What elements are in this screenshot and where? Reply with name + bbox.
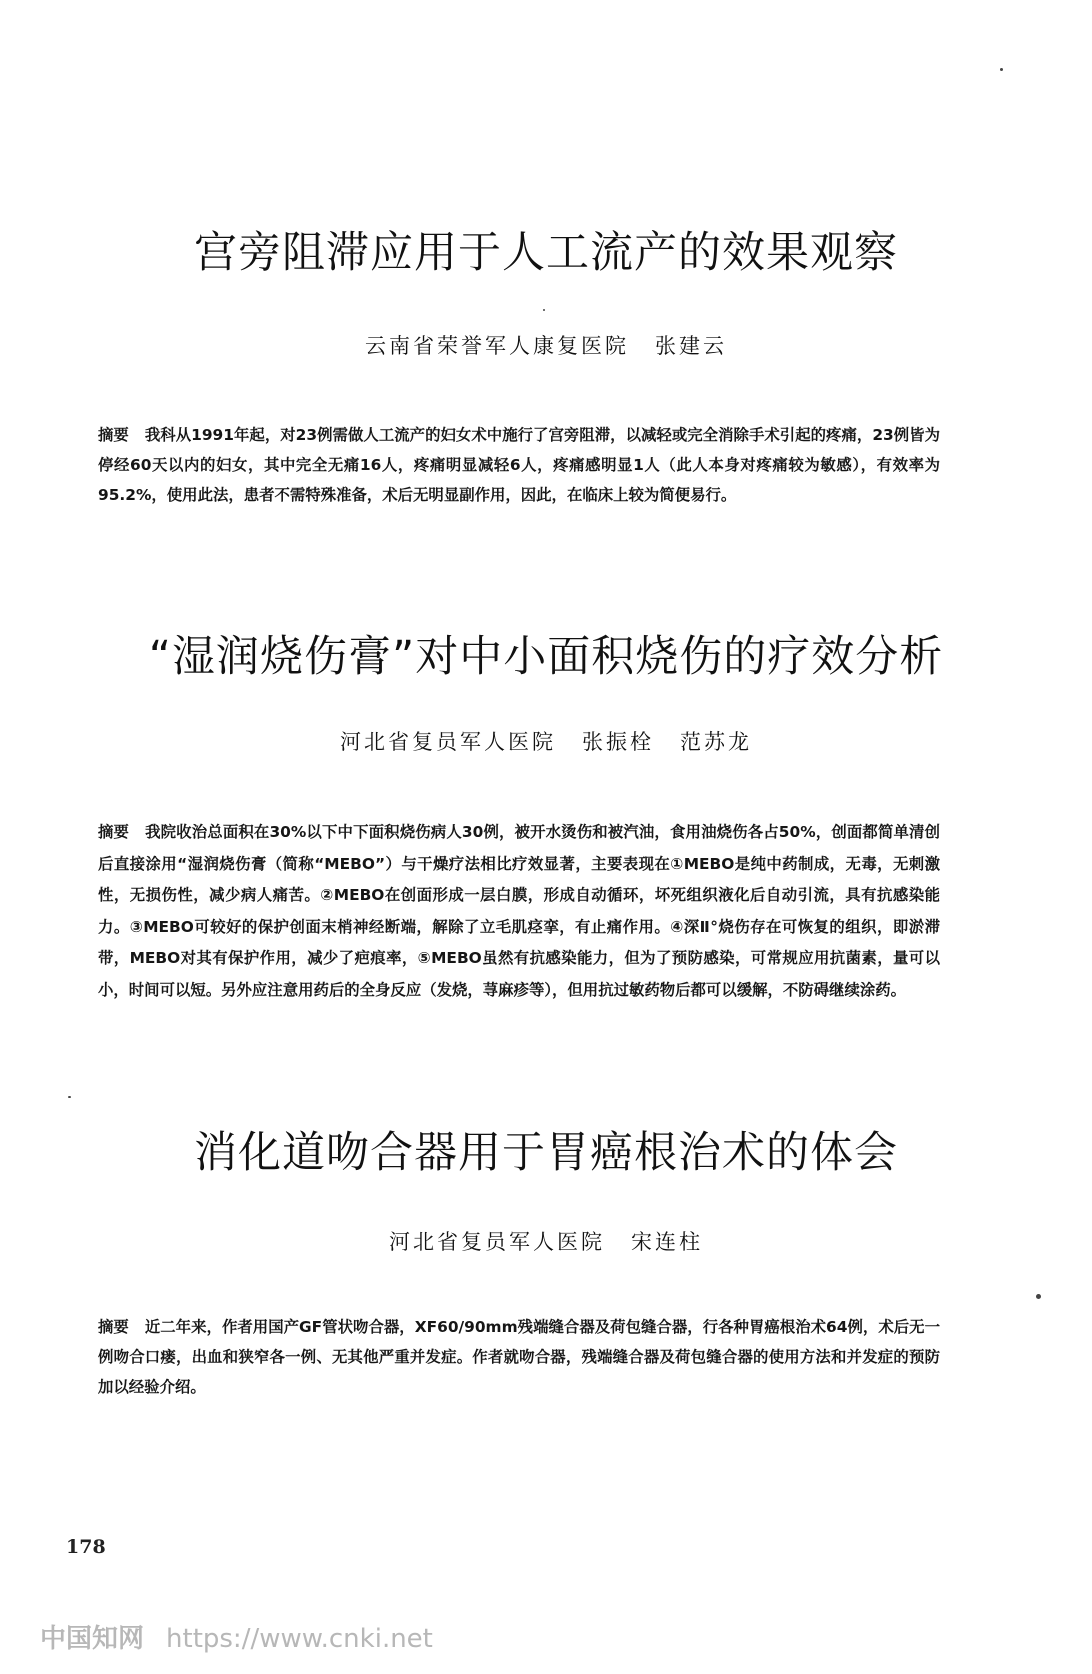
scan-speck (543, 309, 545, 311)
article-title: 消化道吻合器用于胃癌根治术的体会 (194, 1128, 898, 1178)
article-title: 宫旁阻滞应用于人工流产的效果观察 (194, 228, 898, 278)
article-title: “湿润烧伤膏”对中小面积烧伤的疗效分析 (148, 632, 944, 682)
watermark-url: https://www.cnki.net (166, 1624, 433, 1654)
watermark-site-name: 中国知网 (40, 1624, 145, 1654)
author-institution: 河北省复员军人医院 (340, 730, 556, 754)
article-byline (0, 330, 1092, 360)
abstract-text: 我科从1991年起，对23例需做人工流产的妇女术中施行了宫旁阻滞，以减轻或完全消除手术引起的疼痛，23例皆为停经60天以内的妇女，其中完全无痛16人，疼痛明显减轻6人，疼痛感明显1人（此人本身对疼痛较为敏感），有效率为95.2%，使用此法，患者不需特殊准备，术后无明显副作用，因此，在临床上较为简便易行。 (98, 426, 940, 504)
page-number: 178 (66, 1536, 106, 1558)
watermark-footer (40, 1618, 433, 1655)
abstract-label: 摘要 (98, 823, 130, 841)
author-name: 张振栓 (582, 730, 654, 754)
author-institution: 云南省荣誉军人康复医院 (365, 334, 629, 358)
article-abstract (98, 817, 940, 1006)
article-abstract (98, 420, 940, 510)
abstract-text: 近二年来，作者用国产GF管状吻合器，XF60/90mm残端缝合器及荷包缝合器，行各种胃癌根治术64例，术后无一例吻合口瘘，出血和狭窄各一例、无其他严重并发症。作者就吻合器，残端缝合器及荷包缝合器的使用方法和并发症的预防加以经验介绍。 (98, 1318, 940, 1396)
author-institution: 河北省复员军人医院 (389, 1230, 605, 1254)
scan-speck (1036, 1294, 1041, 1299)
abstract-text: 我院收治总面积在30%以下中下面积烧伤病人30例，被开水烫伤和被汽油，食用油烧伤各占50%，创面都简单清创后直接涂用“湿润烧伤膏（简称“MEBO”）与干燥疗法相比疗效显著，主要表现在①MEBO是纯中药制成，无毒，无刺激性，无损伤性，减少病人痛苦。②MEBO在创面形成一层白膜，形成自动循环，坏死组织液化后自动引流，具有抗感染能力。③MEBO可较好的保护创面末梢神经断端，解除了立毛肌痉挛，有止痛作用。④深Ⅱ°烧伤存在可恢复的组织，即淤滞带，MEBO对其有保护作用，减少了疤痕率，⑤MEBO虽然有抗感染能力，但为了预防感染，可常规应用抗菌素，量可以小，时间可以短。另外应注意用药后的全身反应（发烧，荨麻疹等），但用抗过敏药物后都可以缓解，不防碍继续涂药。 (98, 823, 940, 999)
article-byline (0, 726, 1092, 756)
abstract-label: 摘要 (98, 1318, 129, 1336)
author-name: 范苏龙 (680, 730, 752, 754)
abstract-label: 摘要 (98, 426, 129, 444)
article-byline (0, 1226, 1092, 1256)
article-abstract (98, 1312, 940, 1402)
author-name: 张建云 (655, 334, 727, 358)
author-name: 宋连柱 (631, 1230, 703, 1254)
scan-speck (68, 1096, 71, 1098)
scan-speck (1000, 68, 1003, 71)
